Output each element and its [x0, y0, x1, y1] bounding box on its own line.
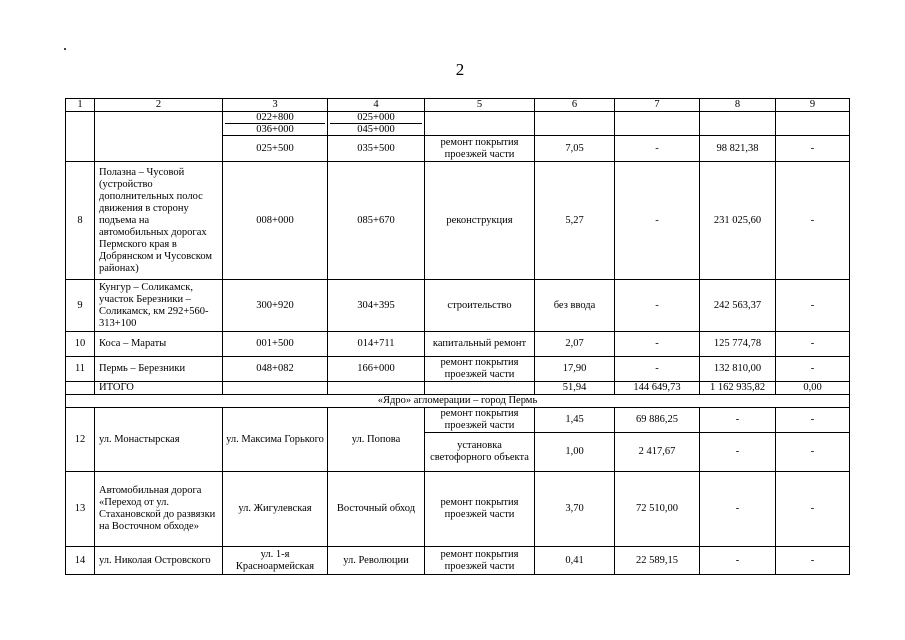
table-row — [66, 112, 850, 136]
road-name: Полазна – Чусовой (устройство дополнительных полос движения в сторону подъема на автомобильных дорогах Пермского края в Добрянском и Чусовском районах) — [95, 162, 223, 280]
header-cell: 6 — [535, 99, 615, 112]
end-km-cell: 025+000 045+000 — [328, 112, 425, 136]
table-row: 14 ул. Николая Островского ул. 1-я Красноармейская ул. Революции ремонт покрытия проезжей части 0,41 22 589,15 - - — [66, 547, 850, 575]
scan-speck — [64, 48, 66, 50]
header-cell: 2 — [95, 99, 223, 112]
row-number: 9 — [66, 280, 95, 332]
table-row: 11 Пермь – Березники 048+082 166+000 ремонт покрытия проезжей части 17,90 - 132 810,00 - — [66, 357, 850, 382]
row-number: 8 — [66, 162, 95, 280]
road-name: ул. Николая Островского — [95, 547, 223, 575]
page-number: 2 — [455, 60, 465, 79]
row-number: 13 — [66, 472, 95, 547]
road-name: Кунгур – Соликамск, участок Березники – Соликамск, км 292+560-313+100 — [95, 280, 223, 332]
header-cell: 8 — [700, 99, 776, 112]
header-cell: 4 — [328, 99, 425, 112]
section-row — [66, 395, 850, 408]
table-row: 10 Коса – Мараты 001+500 014+711 капитальный ремонт 2,07 - 125 774,78 - — [66, 332, 850, 357]
roads-table — [65, 98, 850, 575]
section-title: «Ядро» агломерации – город Пермь — [66, 395, 850, 408]
header-row — [66, 99, 850, 112]
table-row: 12 ул. Монастырская ул. Максима Горького ул. Попова ремонт покрытия проезжей части 1,45 69 886,25 - - — [66, 408, 850, 433]
road-name: Пермь – Березники — [95, 357, 223, 382]
table-row: 8 Полазна – Чусовой (устройство дополнительных полос движения в сторону подъема на автомобильных дорогах Пермского края в Добрянском и Чусовском районах) 008+000 085+670 реконструкция 5,27 - 231 025,60 - — [66, 162, 850, 280]
header-cell: 5 — [425, 99, 535, 112]
row-number: 14 — [66, 547, 95, 575]
table-row: установка светофорного объекта 1,00 2 417,67 - - — [66, 433, 850, 472]
total-row: ИТОГО 51,94 144 649,73 1 162 935,82 0,00 — [66, 382, 850, 395]
header-cell: 1 — [66, 99, 95, 112]
table-row: 13 Автомобильная дорога «Переход от ул. Стахановской до развязки на Восточном обходе» ул. Жигулевская Восточный обход ремонт покрытия проезжей части 3,70 72 510,00 - - — [66, 472, 850, 547]
row-number: 11 — [66, 357, 95, 382]
start-km-cell: 022+800 036+000 — [223, 112, 328, 136]
row-number: 12 — [66, 408, 95, 472]
header-cell: 3 — [223, 99, 328, 112]
table-row: 025+500 035+500 ремонт покрытия проезжей части 7,05 - 98 821,38 - — [66, 136, 850, 162]
table-row: 9 Кунгур – Соликамск, участок Березники – Соликамск, км 292+560-313+100 300+920 304+395 строительство без ввода - 242 563,37 - — [66, 280, 850, 332]
road-name: Автомобильная дорога «Переход от ул. Стахановской до развязки на Восточном обходе» — [95, 472, 223, 547]
header-cell: 9 — [776, 99, 850, 112]
row-number: 10 — [66, 332, 95, 357]
road-name: ул. Монастырская — [95, 408, 223, 472]
road-name: Коса – Мараты — [95, 332, 223, 357]
total-label: ИТОГО — [95, 382, 223, 395]
header-cell: 7 — [615, 99, 700, 112]
